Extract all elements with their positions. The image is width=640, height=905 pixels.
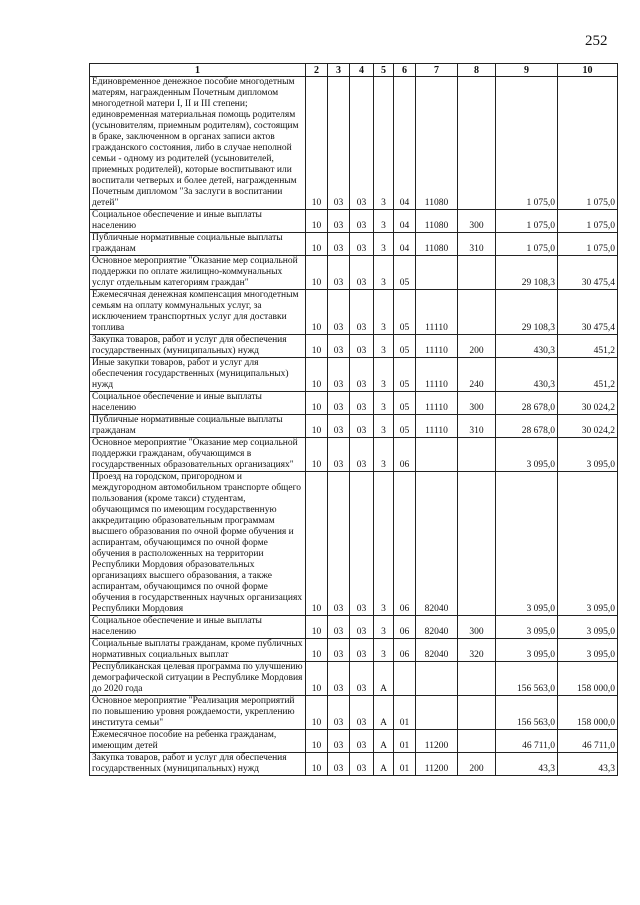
code-4: 03 — [350, 472, 374, 616]
code-4: 03 — [350, 662, 374, 696]
amount-10: 30 475,4 — [558, 290, 618, 335]
code-4: 03 — [350, 753, 374, 776]
code-3: 03 — [328, 358, 350, 392]
column-header: 2 — [306, 64, 328, 77]
table-row — [90, 472, 618, 616]
page-number: 252 — [585, 33, 608, 49]
code-3: 03 — [328, 256, 350, 290]
code-8 — [458, 730, 496, 753]
table-row — [90, 256, 618, 290]
code-7: 82040 — [416, 616, 458, 639]
amount-9: 29 108,3 — [496, 290, 558, 335]
code-6: 05 — [394, 290, 416, 335]
amount-10: 451,2 — [558, 335, 618, 358]
code-3: 03 — [328, 616, 350, 639]
amount-10: 158 000,0 — [558, 696, 618, 730]
row-name: Основное мероприятие "Реализация мероприятий по повышению уровня рождаемости, укреплению института семьи" — [90, 696, 306, 730]
amount-10: 30 024,2 — [558, 392, 618, 415]
amount-9: 156 563,0 — [496, 662, 558, 696]
code-7 — [416, 662, 458, 696]
code-8 — [458, 696, 496, 730]
code-3: 03 — [328, 639, 350, 662]
code-6: 06 — [394, 616, 416, 639]
code-6: 04 — [394, 210, 416, 233]
amount-9: 1 075,0 — [496, 210, 558, 233]
amount-10: 46 711,0 — [558, 730, 618, 753]
code-3: 03 — [328, 730, 350, 753]
code-5: 3 — [374, 616, 394, 639]
code-7: 82040 — [416, 472, 458, 616]
amount-9: 28 678,0 — [496, 415, 558, 438]
code-2: 10 — [306, 233, 328, 256]
table-row — [90, 639, 618, 662]
code-4: 03 — [350, 210, 374, 233]
code-5: 3 — [374, 290, 394, 335]
amount-9: 3 095,0 — [496, 472, 558, 616]
code-4: 03 — [350, 233, 374, 256]
code-8: 240 — [458, 358, 496, 392]
code-2: 10 — [306, 256, 328, 290]
code-8 — [458, 77, 496, 210]
code-7 — [416, 696, 458, 730]
code-7: 11110 — [416, 358, 458, 392]
row-name: Социальные выплаты гражданам, кроме публичных нормативных социальных выплат — [90, 639, 306, 662]
code-3: 03 — [328, 392, 350, 415]
row-name: Публичные нормативные социальные выплаты гражданам — [90, 233, 306, 256]
code-8: 310 — [458, 415, 496, 438]
code-2: 10 — [306, 696, 328, 730]
column-header: 6 — [394, 64, 416, 77]
column-header: 7 — [416, 64, 458, 77]
code-5: А — [374, 696, 394, 730]
code-7 — [416, 438, 458, 472]
code-3: 03 — [328, 753, 350, 776]
code-7: 82040 — [416, 639, 458, 662]
code-6: 05 — [394, 392, 416, 415]
amount-9: 3 095,0 — [496, 438, 558, 472]
amount-10: 1 075,0 — [558, 233, 618, 256]
row-name: Основное мероприятие "Оказание мер социальной поддержки по оплате жилищно-коммунальных услуг отдельным категориям граждан" — [90, 256, 306, 290]
code-4: 03 — [350, 358, 374, 392]
row-name: Закупка товаров, работ и услуг для обеспечения государственных (муниципальных) нужд — [90, 335, 306, 358]
code-6: 05 — [394, 358, 416, 392]
row-name: Ежемесячное пособие на ребенка гражданам, имеющим детей — [90, 730, 306, 753]
code-4: 03 — [350, 438, 374, 472]
code-8 — [458, 438, 496, 472]
amount-9: 3 095,0 — [496, 616, 558, 639]
code-3: 03 — [328, 472, 350, 616]
column-header: 5 — [374, 64, 394, 77]
row-name: Социальное обеспечение и иные выплаты населению — [90, 392, 306, 415]
code-5: 3 — [374, 415, 394, 438]
row-name: Публичные нормативные социальные выплаты гражданам — [90, 415, 306, 438]
amount-9: 156 563,0 — [496, 696, 558, 730]
code-6: 06 — [394, 472, 416, 616]
row-name: Социальное обеспечение и иные выплаты населению — [90, 616, 306, 639]
code-6: 01 — [394, 696, 416, 730]
code-6: 04 — [394, 77, 416, 210]
amount-9: 29 108,3 — [496, 256, 558, 290]
amount-9: 430,3 — [496, 358, 558, 392]
code-6: 01 — [394, 753, 416, 776]
code-7 — [416, 256, 458, 290]
code-8: 310 — [458, 233, 496, 256]
code-5: 3 — [374, 77, 394, 210]
code-2: 10 — [306, 438, 328, 472]
code-2: 10 — [306, 639, 328, 662]
amount-10: 30 475,4 — [558, 256, 618, 290]
code-3: 03 — [328, 696, 350, 730]
amount-10: 451,2 — [558, 358, 618, 392]
code-5: 3 — [374, 233, 394, 256]
code-8 — [458, 472, 496, 616]
code-4: 03 — [350, 730, 374, 753]
code-5: 3 — [374, 335, 394, 358]
code-3: 03 — [328, 662, 350, 696]
amount-10: 3 095,0 — [558, 616, 618, 639]
code-3: 03 — [328, 77, 350, 210]
code-7: 11080 — [416, 233, 458, 256]
table-row — [90, 753, 618, 776]
code-2: 10 — [306, 730, 328, 753]
code-4: 03 — [350, 256, 374, 290]
code-3: 03 — [328, 438, 350, 472]
table-row — [90, 358, 618, 392]
code-2: 10 — [306, 392, 328, 415]
row-name: Основное мероприятие "Оказание мер социальной поддержки гражданам, обучающимся в государственных образовательных организациях" — [90, 438, 306, 472]
code-7: 11110 — [416, 290, 458, 335]
code-4: 03 — [350, 335, 374, 358]
code-6: 06 — [394, 639, 416, 662]
code-8: 300 — [458, 210, 496, 233]
row-name: Социальное обеспечение и иные выплаты населению — [90, 210, 306, 233]
code-5: 3 — [374, 438, 394, 472]
code-4: 03 — [350, 392, 374, 415]
table-row — [90, 696, 618, 730]
code-7: 11110 — [416, 392, 458, 415]
code-3: 03 — [328, 210, 350, 233]
row-name: Закупка товаров, работ и услуг для обеспечения государственных (муниципальных) нужд — [90, 753, 306, 776]
code-8 — [458, 290, 496, 335]
code-4: 03 — [350, 616, 374, 639]
table-row — [90, 77, 618, 210]
code-4: 03 — [350, 415, 374, 438]
code-5: 3 — [374, 472, 394, 616]
amount-10: 3 095,0 — [558, 438, 618, 472]
code-5: 3 — [374, 392, 394, 415]
code-6: 01 — [394, 730, 416, 753]
code-4: 03 — [350, 696, 374, 730]
code-5: 3 — [374, 639, 394, 662]
code-2: 10 — [306, 335, 328, 358]
code-2: 10 — [306, 290, 328, 335]
code-8: 300 — [458, 392, 496, 415]
code-3: 03 — [328, 290, 350, 335]
row-name: Республиканская целевая программа по улучшению демографической ситуации в Республике Мордовия до 2020 года — [90, 662, 306, 696]
code-4: 03 — [350, 290, 374, 335]
amount-9: 1 075,0 — [496, 77, 558, 210]
amount-10: 3 095,0 — [558, 639, 618, 662]
row-name: Единовременное денежное пособие многодетным матерям, награжденным Почетным дипломом многодетной матери I, II и III степени; единовременная материальная помощь родителям (усыновителям, приемным родителям), состоящим в браке, заключенном в органах записи актов гражданского состояния, либо в случае неполной семьи - одному из родителей (усыновителей, приемных родителей), которые воспитывают или воспитали четверых и более детей, награжденным Почетным дипломом "За заслуги в воспитании детей" — [90, 77, 306, 210]
code-8: 200 — [458, 753, 496, 776]
code-6: 05 — [394, 335, 416, 358]
column-header: 10 — [558, 64, 618, 77]
code-5: А — [374, 730, 394, 753]
code-7: 11080 — [416, 210, 458, 233]
amount-9: 3 095,0 — [496, 639, 558, 662]
amount-10: 43,3 — [558, 753, 618, 776]
row-name: Иные закупки товаров, работ и услуг для обеспечения государственных (муниципальных) нужд — [90, 358, 306, 392]
code-4: 03 — [350, 639, 374, 662]
code-2: 10 — [306, 662, 328, 696]
code-5: 3 — [374, 358, 394, 392]
code-7: 11110 — [416, 335, 458, 358]
code-8 — [458, 662, 496, 696]
code-5: А — [374, 753, 394, 776]
code-2: 10 — [306, 210, 328, 233]
amount-10: 30 024,2 — [558, 415, 618, 438]
code-6: 05 — [394, 415, 416, 438]
code-2: 10 — [306, 753, 328, 776]
amount-10: 158 000,0 — [558, 662, 618, 696]
code-7: 11200 — [416, 730, 458, 753]
column-header: 1 — [90, 64, 306, 77]
table-row — [90, 392, 618, 415]
table-row — [90, 233, 618, 256]
code-2: 10 — [306, 616, 328, 639]
amount-10: 1 075,0 — [558, 77, 618, 210]
code-7: 11080 — [416, 77, 458, 210]
code-8: 300 — [458, 616, 496, 639]
code-3: 03 — [328, 415, 350, 438]
code-8: 200 — [458, 335, 496, 358]
table-row — [90, 335, 618, 358]
amount-10: 3 095,0 — [558, 472, 618, 616]
code-2: 10 — [306, 472, 328, 616]
row-name: Ежемесячная денежная компенсация многодетным семьям на оплату коммунальных услуг, за исключением транспортных услуг для доставки топлива — [90, 290, 306, 335]
code-2: 10 — [306, 358, 328, 392]
table-row — [90, 730, 618, 753]
column-header: 3 — [328, 64, 350, 77]
code-4: 03 — [350, 77, 374, 210]
code-7: 11200 — [416, 753, 458, 776]
code-6: 04 — [394, 233, 416, 256]
code-6: 06 — [394, 438, 416, 472]
header-row — [90, 64, 618, 77]
code-8 — [458, 256, 496, 290]
code-5: 3 — [374, 210, 394, 233]
row-name: Проезд на городском, пригородном и междугородном автомобильном транспорте общего пользования (кроме такси) студентам, обучающимся по имеющим государственную аккредитацию образовательным программам высшего образования по очной форме обучения и аспирантам, обучающимся по очной форме обучения в расположенных на территории Республики Мордовия образовательных организациях высшего образования, а также аспирантам, обучающимся по очной форме обучения в государственных научных организациях Республики Мордовия — [90, 472, 306, 616]
amount-9: 430,3 — [496, 335, 558, 358]
table-row — [90, 616, 618, 639]
table-row — [90, 210, 618, 233]
amount-9: 43,3 — [496, 753, 558, 776]
budget-table — [89, 63, 618, 776]
column-header: 9 — [496, 64, 558, 77]
table-row — [90, 415, 618, 438]
code-3: 03 — [328, 335, 350, 358]
table-row — [90, 438, 618, 472]
amount-9: 1 075,0 — [496, 233, 558, 256]
column-header: 8 — [458, 64, 496, 77]
amount-9: 28 678,0 — [496, 392, 558, 415]
code-2: 10 — [306, 77, 328, 210]
amount-9: 46 711,0 — [496, 730, 558, 753]
table-row — [90, 290, 618, 335]
code-6: 05 — [394, 256, 416, 290]
table-row — [90, 662, 618, 696]
code-7: 11110 — [416, 415, 458, 438]
code-8: 320 — [458, 639, 496, 662]
code-6 — [394, 662, 416, 696]
code-3: 03 — [328, 233, 350, 256]
code-5: А — [374, 662, 394, 696]
column-header: 4 — [350, 64, 374, 77]
code-2: 10 — [306, 415, 328, 438]
code-5: 3 — [374, 256, 394, 290]
amount-10: 1 075,0 — [558, 210, 618, 233]
